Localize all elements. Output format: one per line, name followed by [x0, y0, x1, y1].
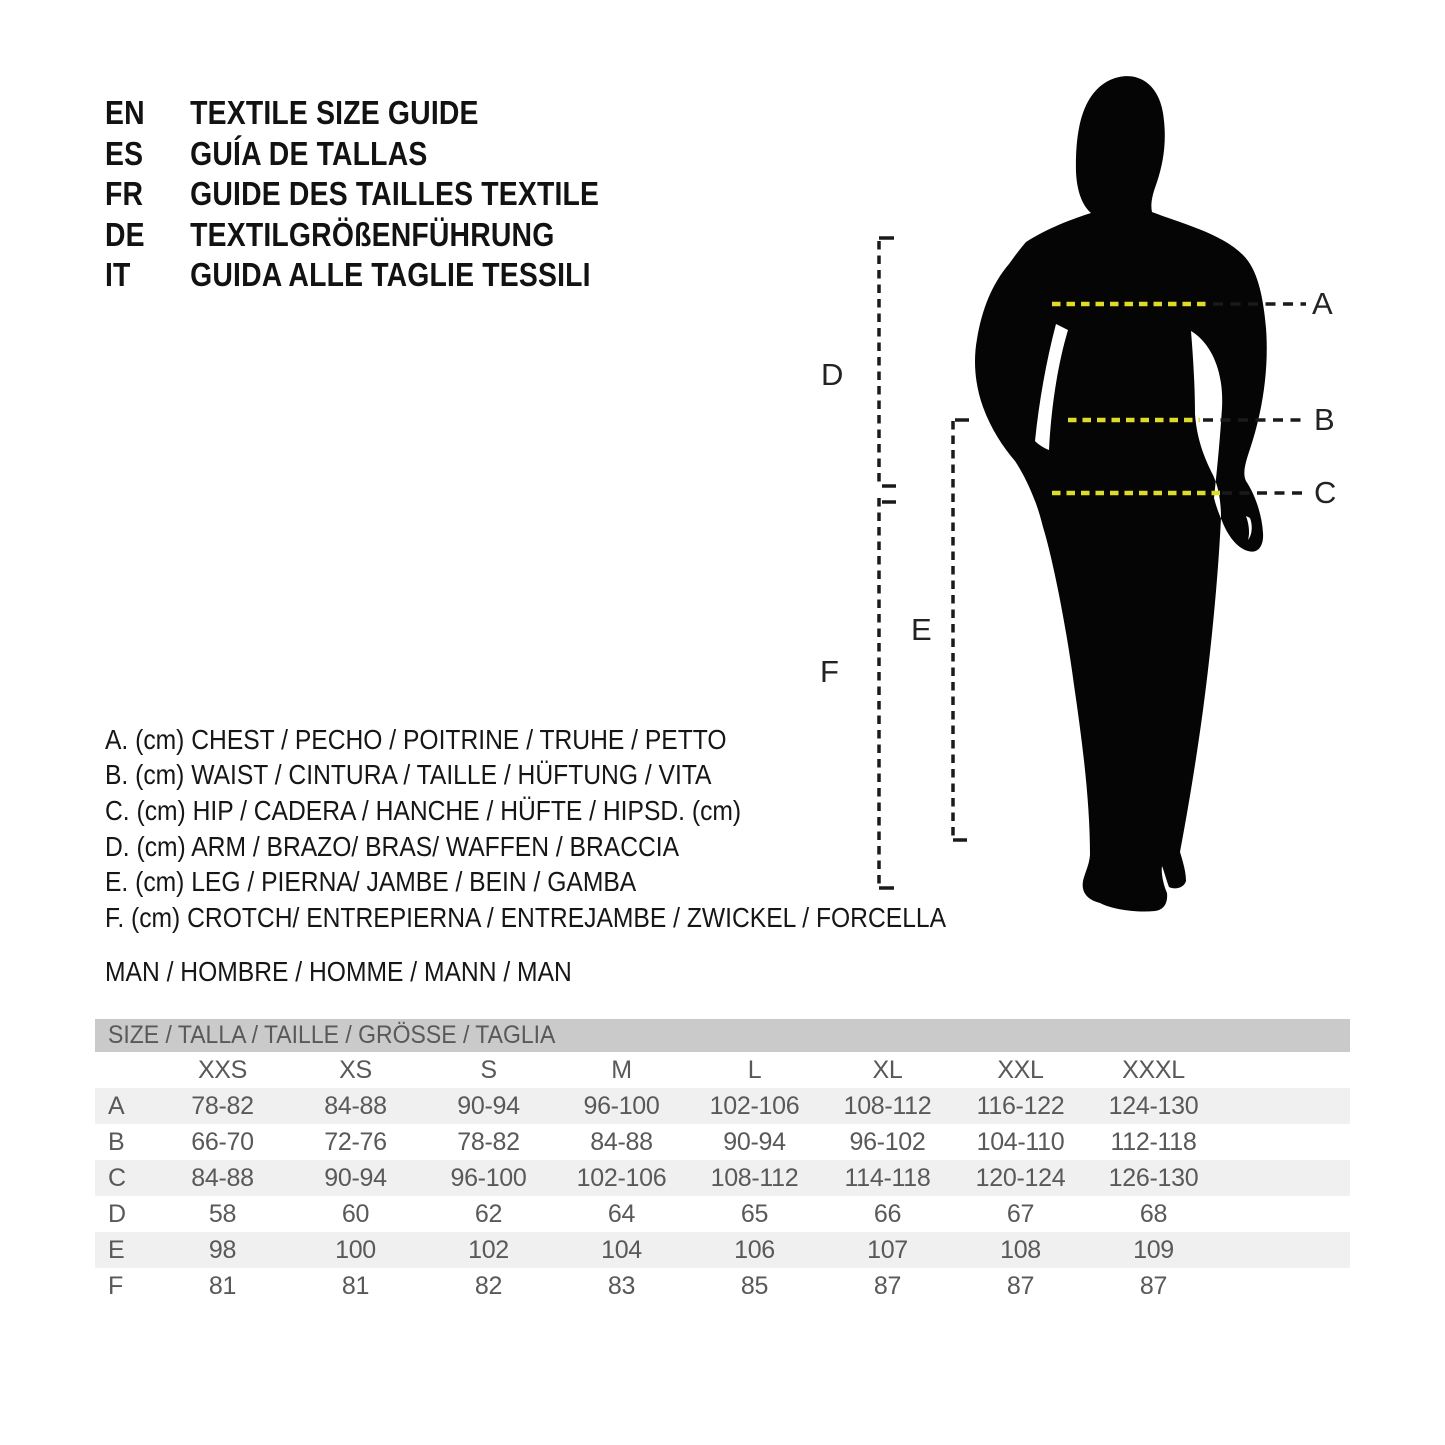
table-cell: 65 [740, 1199, 769, 1228]
language-title-block [105, 93, 599, 296]
table-cell: 109 [1133, 1235, 1174, 1264]
size-table-header-label: SIZE / TALLA / TAILLE / GRÖSSE / TAGLIA [108, 1021, 556, 1049]
table-cell: 67 [1006, 1199, 1035, 1228]
table-cell: 78-82 [191, 1091, 254, 1120]
measurement-legend [105, 722, 946, 936]
table-cell: 108-112 [843, 1091, 932, 1120]
table-cell: 104 [601, 1235, 642, 1264]
table-cell: 96-100 [450, 1163, 527, 1192]
language-title: GUÍA DE TALLAS [190, 134, 428, 172]
table-cell: 107 [867, 1235, 908, 1264]
table-cell: 102 [468, 1235, 509, 1264]
filler-cell [1220, 1196, 1350, 1232]
table-cell: 96-102 [849, 1127, 926, 1156]
table-cell: 81 [208, 1271, 237, 1300]
legend-item-chest: A. (cm) CHEST / PECHO / POITRINE / TRUHE / PETTO [105, 723, 727, 755]
man-silhouette [975, 76, 1267, 911]
language-code: IT [105, 256, 131, 294]
legend-item-hip: C. (cm) HIP / CADERA / HANCHE / HÜFTE / HIPSD. (cm) [105, 794, 742, 826]
language-title: TEXTILGRÖßENFÜHRUNG [190, 215, 555, 253]
table-cell: 85 [740, 1271, 769, 1300]
table-cell: 114-118 [844, 1163, 931, 1192]
size-table-section [95, 1019, 1350, 1304]
table-cell: 102-106 [576, 1163, 667, 1192]
figure-label-chest: A [1312, 286, 1333, 321]
filler-cell [1220, 1088, 1350, 1124]
filler-cell [1220, 1232, 1350, 1268]
row-label-cell: C [108, 1163, 126, 1192]
language-row-de [105, 215, 599, 256]
size-table-header-bar [95, 1019, 1350, 1052]
size-column-header: XL [872, 1055, 903, 1084]
size-column-header: M [611, 1055, 632, 1084]
table-cell: 100 [335, 1235, 376, 1264]
table-cell: 72-76 [324, 1127, 387, 1156]
language-row-en [105, 93, 599, 134]
size-column-header: XS [339, 1055, 372, 1084]
legend-item-waist: B. (cm) WAIST / CINTURA / TAILLE / HÜFTUNG / VITA [105, 759, 712, 791]
table-cell: 84-88 [590, 1127, 653, 1156]
table-cell: 87 [1006, 1271, 1035, 1300]
table-row-chest [95, 1088, 1350, 1124]
table-cell: 66 [873, 1199, 902, 1228]
figure-label-leg: E [911, 612, 932, 647]
table-row-crotch [95, 1268, 1350, 1304]
figure-label-waist: B [1314, 402, 1335, 437]
table-row-leg [95, 1232, 1350, 1268]
table-cell: 84-88 [191, 1163, 254, 1192]
table-cell: 82 [474, 1271, 503, 1300]
table-cell: 87 [1139, 1271, 1168, 1300]
table-cell: 90-94 [723, 1127, 786, 1156]
filler-cell [1220, 1052, 1350, 1088]
filler-cell [1220, 1160, 1350, 1196]
table-cell: 126-130 [1108, 1163, 1199, 1192]
size-column-header: XXXL [1122, 1055, 1185, 1084]
table-cell: 108-112 [710, 1163, 799, 1192]
table-row-waist [95, 1124, 1350, 1160]
language-title: GUIDE DES TAILLES TEXTILE [190, 175, 600, 213]
language-code: EN [105, 94, 145, 132]
filler-cell [1220, 1124, 1350, 1160]
row-label-cell: F [108, 1271, 123, 1300]
table-row-sizes [95, 1052, 1350, 1088]
table-cell: 124-130 [1108, 1091, 1199, 1120]
table-cell: 83 [607, 1271, 636, 1300]
language-title: GUIDA ALLE TAGLIE TESSILI [190, 256, 591, 294]
legend-item-leg: E. (cm) LEG / PIERNA/ JAMBE / BEIN / GAMBA [105, 866, 637, 898]
table-cell: 64 [607, 1199, 636, 1228]
size-column-header: S [480, 1055, 497, 1084]
table-cell: 78-82 [457, 1127, 520, 1156]
language-code: ES [105, 134, 144, 172]
filler-cell [1220, 1268, 1350, 1304]
legend-item-arm: D. (cm) ARM / BRAZO/ BRAS/ WAFFEN / BRACCIA [105, 830, 680, 862]
table-cell: 96-100 [583, 1091, 660, 1120]
figure-label-hip: C [1314, 475, 1337, 510]
table-cell: 62 [474, 1199, 503, 1228]
row-label-cell: E [108, 1235, 125, 1264]
row-label-cell: A [108, 1091, 125, 1120]
table-corner-cell [95, 1052, 156, 1088]
table-cell: 58 [208, 1199, 237, 1228]
language-row-es [105, 134, 599, 175]
category-line: MAN / HOMBRE / HOMME / MANN / MAN [105, 956, 572, 987]
table-cell: 87 [873, 1271, 902, 1300]
table-cell: 108 [1000, 1235, 1041, 1264]
table-cell: 90-94 [457, 1091, 520, 1120]
size-column-header: XXL [997, 1055, 1044, 1084]
legend-item-crotch: F. (cm) CROTCH/ ENTREPIERNA / ENTREJAMBE / ZWICKEL / FORCELLA [105, 901, 947, 933]
table-cell: 104-110 [976, 1127, 1065, 1156]
table-cell: 81 [341, 1271, 370, 1300]
table-cell: 120-124 [975, 1163, 1066, 1192]
language-row-fr [105, 174, 599, 215]
table-cell: 98 [208, 1235, 237, 1264]
row-label-cell: B [108, 1127, 125, 1156]
table-cell: 60 [341, 1199, 370, 1228]
size-column-header: L [747, 1055, 762, 1084]
language-code: FR [105, 175, 144, 213]
table-cell: 84-88 [324, 1091, 387, 1120]
row-label-cell: D [108, 1199, 126, 1228]
figure-label-arm: D [821, 357, 844, 392]
table-cell: 116-122 [976, 1091, 1065, 1120]
table-cell: 106 [734, 1235, 775, 1264]
size-table [95, 1052, 1350, 1304]
table-cell: 102-106 [709, 1091, 800, 1120]
table-row-hip [95, 1160, 1350, 1196]
table-row-arm [95, 1196, 1350, 1232]
table-cell: 90-94 [324, 1163, 387, 1192]
table-cell: 68 [1139, 1199, 1168, 1228]
table-cell: 112-118 [1110, 1127, 1197, 1156]
language-code: DE [105, 215, 145, 253]
language-row-it [105, 255, 599, 296]
table-cell: 66-70 [191, 1127, 254, 1156]
language-title: TEXTILE SIZE GUIDE [190, 94, 479, 132]
size-column-header: XXS [197, 1055, 248, 1084]
figure-label-crotch: F [820, 654, 839, 689]
